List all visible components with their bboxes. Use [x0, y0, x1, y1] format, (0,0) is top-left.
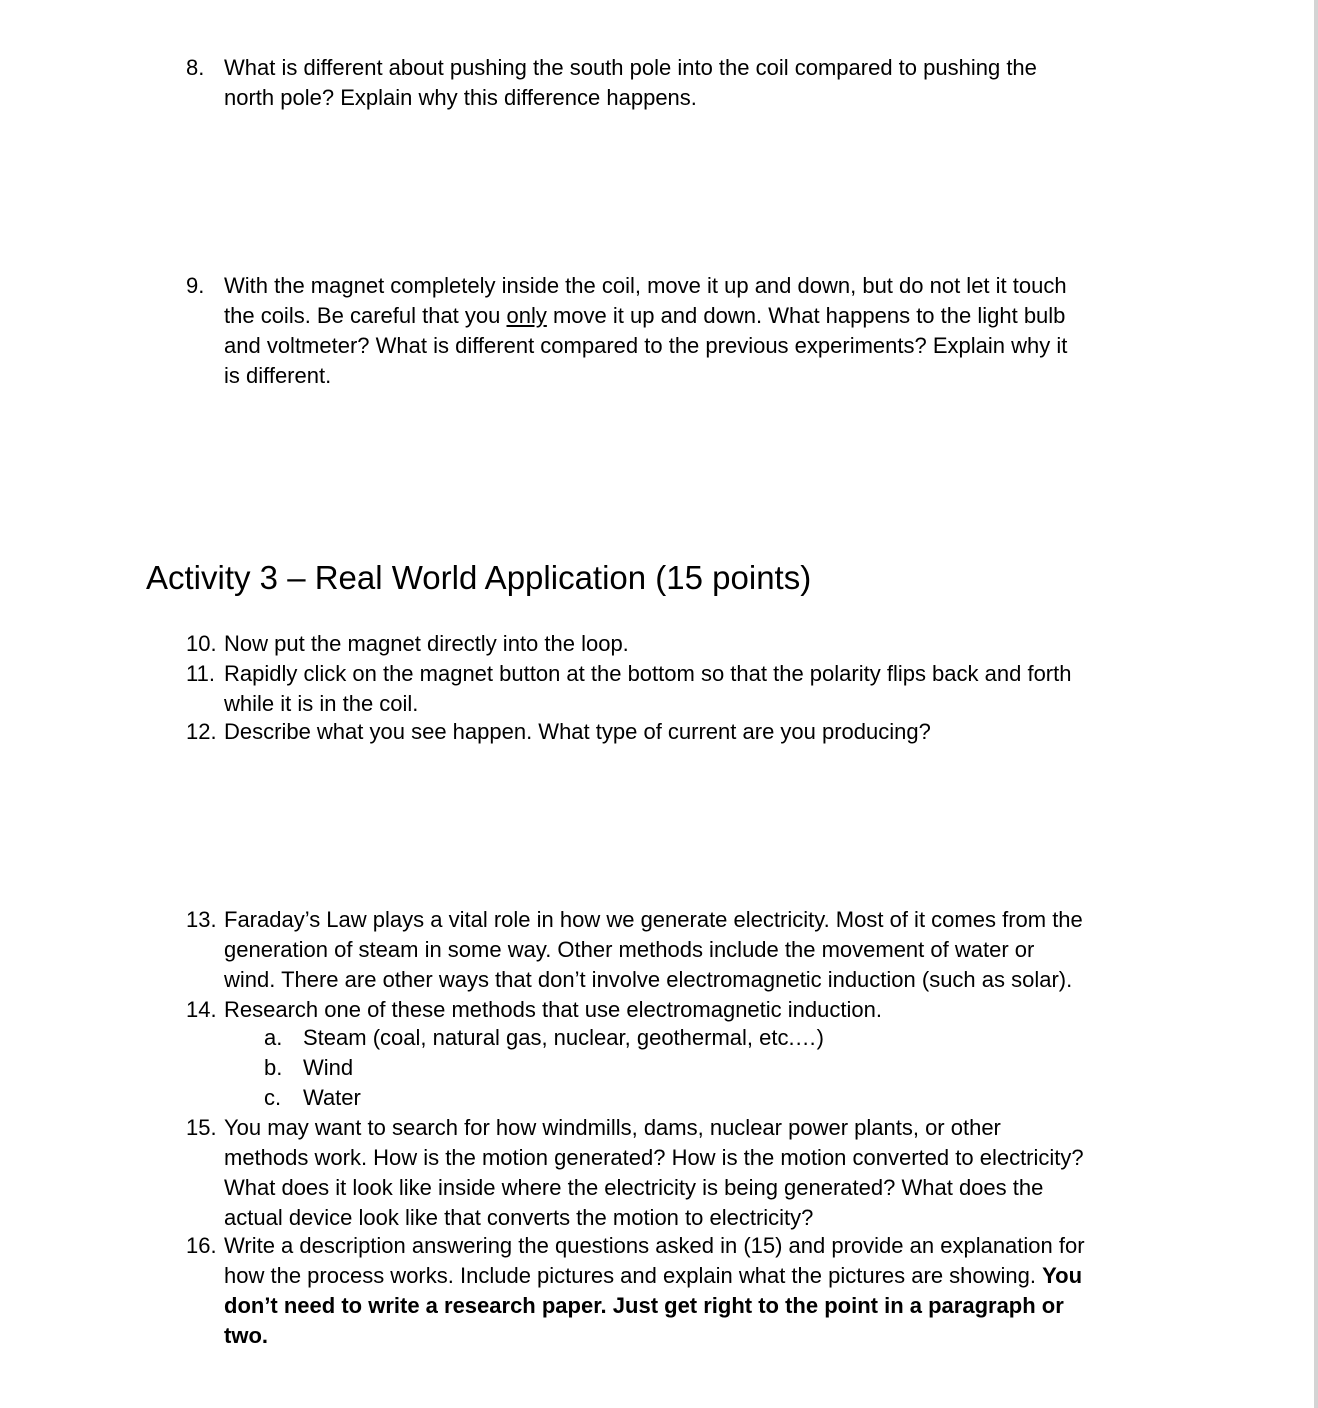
text-segment: is different. — [224, 363, 332, 388]
text-segment: What does it look like inside where the electricity is being generated? What does the — [224, 1175, 1044, 1200]
text-segment: and voltmeter? What is different compared to the previous experiments? Explain why it — [224, 333, 1068, 358]
text-segment: north pole? Explain why this difference happens. — [224, 85, 697, 110]
text-line — [224, 1113, 1186, 1143]
section-heading: Activity 3 – Real World Application (15 points) — [146, 559, 812, 596]
underlined-text: only — [506, 303, 547, 328]
text-line — [224, 1321, 1186, 1351]
text-segment: Wind — [303, 1055, 354, 1080]
text-segment: while it is in the coil. — [224, 691, 419, 716]
text-segment: With the magnet completely inside the coil, move it up and down, but do not let it touch — [224, 273, 1067, 298]
text-line — [224, 1203, 1186, 1233]
question-item — [186, 53, 1186, 113]
text-segment: Rapidly click on the magnet button at the bottom so that the polarity flips back and forth — [224, 661, 1072, 686]
text-line — [224, 905, 1186, 935]
scrollbar[interactable] — [1314, 0, 1318, 1408]
text-segment: Write a description answering the questions asked in (15) and provide an explanation for — [224, 1233, 1085, 1258]
item-number: 8. — [186, 55, 205, 80]
text-segment: the coils. Be careful that you — [224, 303, 507, 328]
item-number: 9. — [186, 273, 205, 298]
item-number: 11. — [186, 661, 215, 686]
question-item — [186, 1231, 1186, 1351]
sub-list-item — [186, 1083, 1186, 1113]
question-item — [186, 271, 1186, 391]
question-item — [186, 1113, 1186, 1233]
text-line — [303, 1083, 1186, 1113]
item-number: 15. — [186, 1115, 217, 1140]
text-segment: What is different about pushing the south pole into the coil compared to pushing the — [224, 55, 1037, 80]
text-line — [224, 965, 1186, 995]
text-line — [224, 301, 1186, 331]
text-segment: wind. There are other ways that don’t involve electromagnetic induction (such as solar). — [224, 967, 1073, 992]
text-segment: You may want to search for how windmills, dams, nuclear power plants, or other — [224, 1115, 1001, 1140]
bold-text: You — [1042, 1263, 1083, 1288]
text-line — [224, 1261, 1186, 1291]
sub-list-item — [186, 1053, 1186, 1083]
text-segment: generation of steam in some way. Other methods include the movement of water or — [224, 937, 1035, 962]
text-segment: Steam (coal, natural gas, nuclear, geothermal, etc.…) — [303, 1025, 824, 1050]
text-line — [224, 1231, 1186, 1261]
item-number: 14. — [186, 997, 217, 1022]
item-number: 10. — [186, 631, 217, 656]
text-segment: Water — [303, 1085, 361, 1110]
text-segment: how the process works. Include pictures and explain what the pictures are showing. — [224, 1263, 1043, 1288]
item-number: 12. — [186, 719, 217, 744]
text-line — [224, 717, 1186, 747]
item-number: 16. — [186, 1233, 217, 1258]
text-line — [224, 659, 1186, 689]
text-line — [224, 689, 1186, 719]
text-line — [224, 629, 1186, 659]
bold-text: don’t need to write a research paper. Just get right to the point in a paragraph or — [224, 1293, 1064, 1318]
text-line — [303, 1053, 1186, 1083]
item-number: b. — [264, 1055, 283, 1080]
text-segment: Now put the magnet directly into the loop. — [224, 631, 629, 656]
bold-text: two. — [224, 1323, 268, 1348]
text-line — [224, 1291, 1186, 1321]
item-number: 13. — [186, 907, 217, 932]
question-item — [186, 629, 1186, 659]
item-number: a. — [264, 1025, 283, 1050]
question-item — [186, 905, 1186, 995]
text-segment: Research one of these methods that use electromagnetic induction. — [224, 997, 882, 1022]
text-line — [224, 271, 1186, 301]
question-item — [186, 995, 1186, 1025]
text-line — [224, 935, 1186, 965]
text-line — [303, 1023, 1186, 1053]
question-item — [186, 659, 1186, 719]
text-segment: actual device look like that converts the motion to electricity? — [224, 1205, 814, 1230]
text-line — [224, 361, 1186, 391]
text-segment: Faraday’s Law plays a vital role in how we generate electricity. Most of it comes from the — [224, 907, 1083, 932]
text-segment: Describe what you see happen. What type of current are you producing? — [224, 719, 931, 744]
text-line — [224, 995, 1186, 1025]
text-line — [224, 83, 1186, 113]
text-line — [224, 331, 1186, 361]
text-line — [224, 53, 1186, 83]
text-line — [224, 1143, 1186, 1173]
text-segment: methods work. How is the motion generated? How is the motion converted to electricity? — [224, 1145, 1084, 1170]
item-number: c. — [264, 1085, 282, 1110]
text-segment: move it up and down. What happens to the light bulb — [546, 303, 1066, 328]
text-line — [224, 1173, 1186, 1203]
question-item — [186, 717, 1186, 747]
sub-list-item — [186, 1023, 1186, 1053]
